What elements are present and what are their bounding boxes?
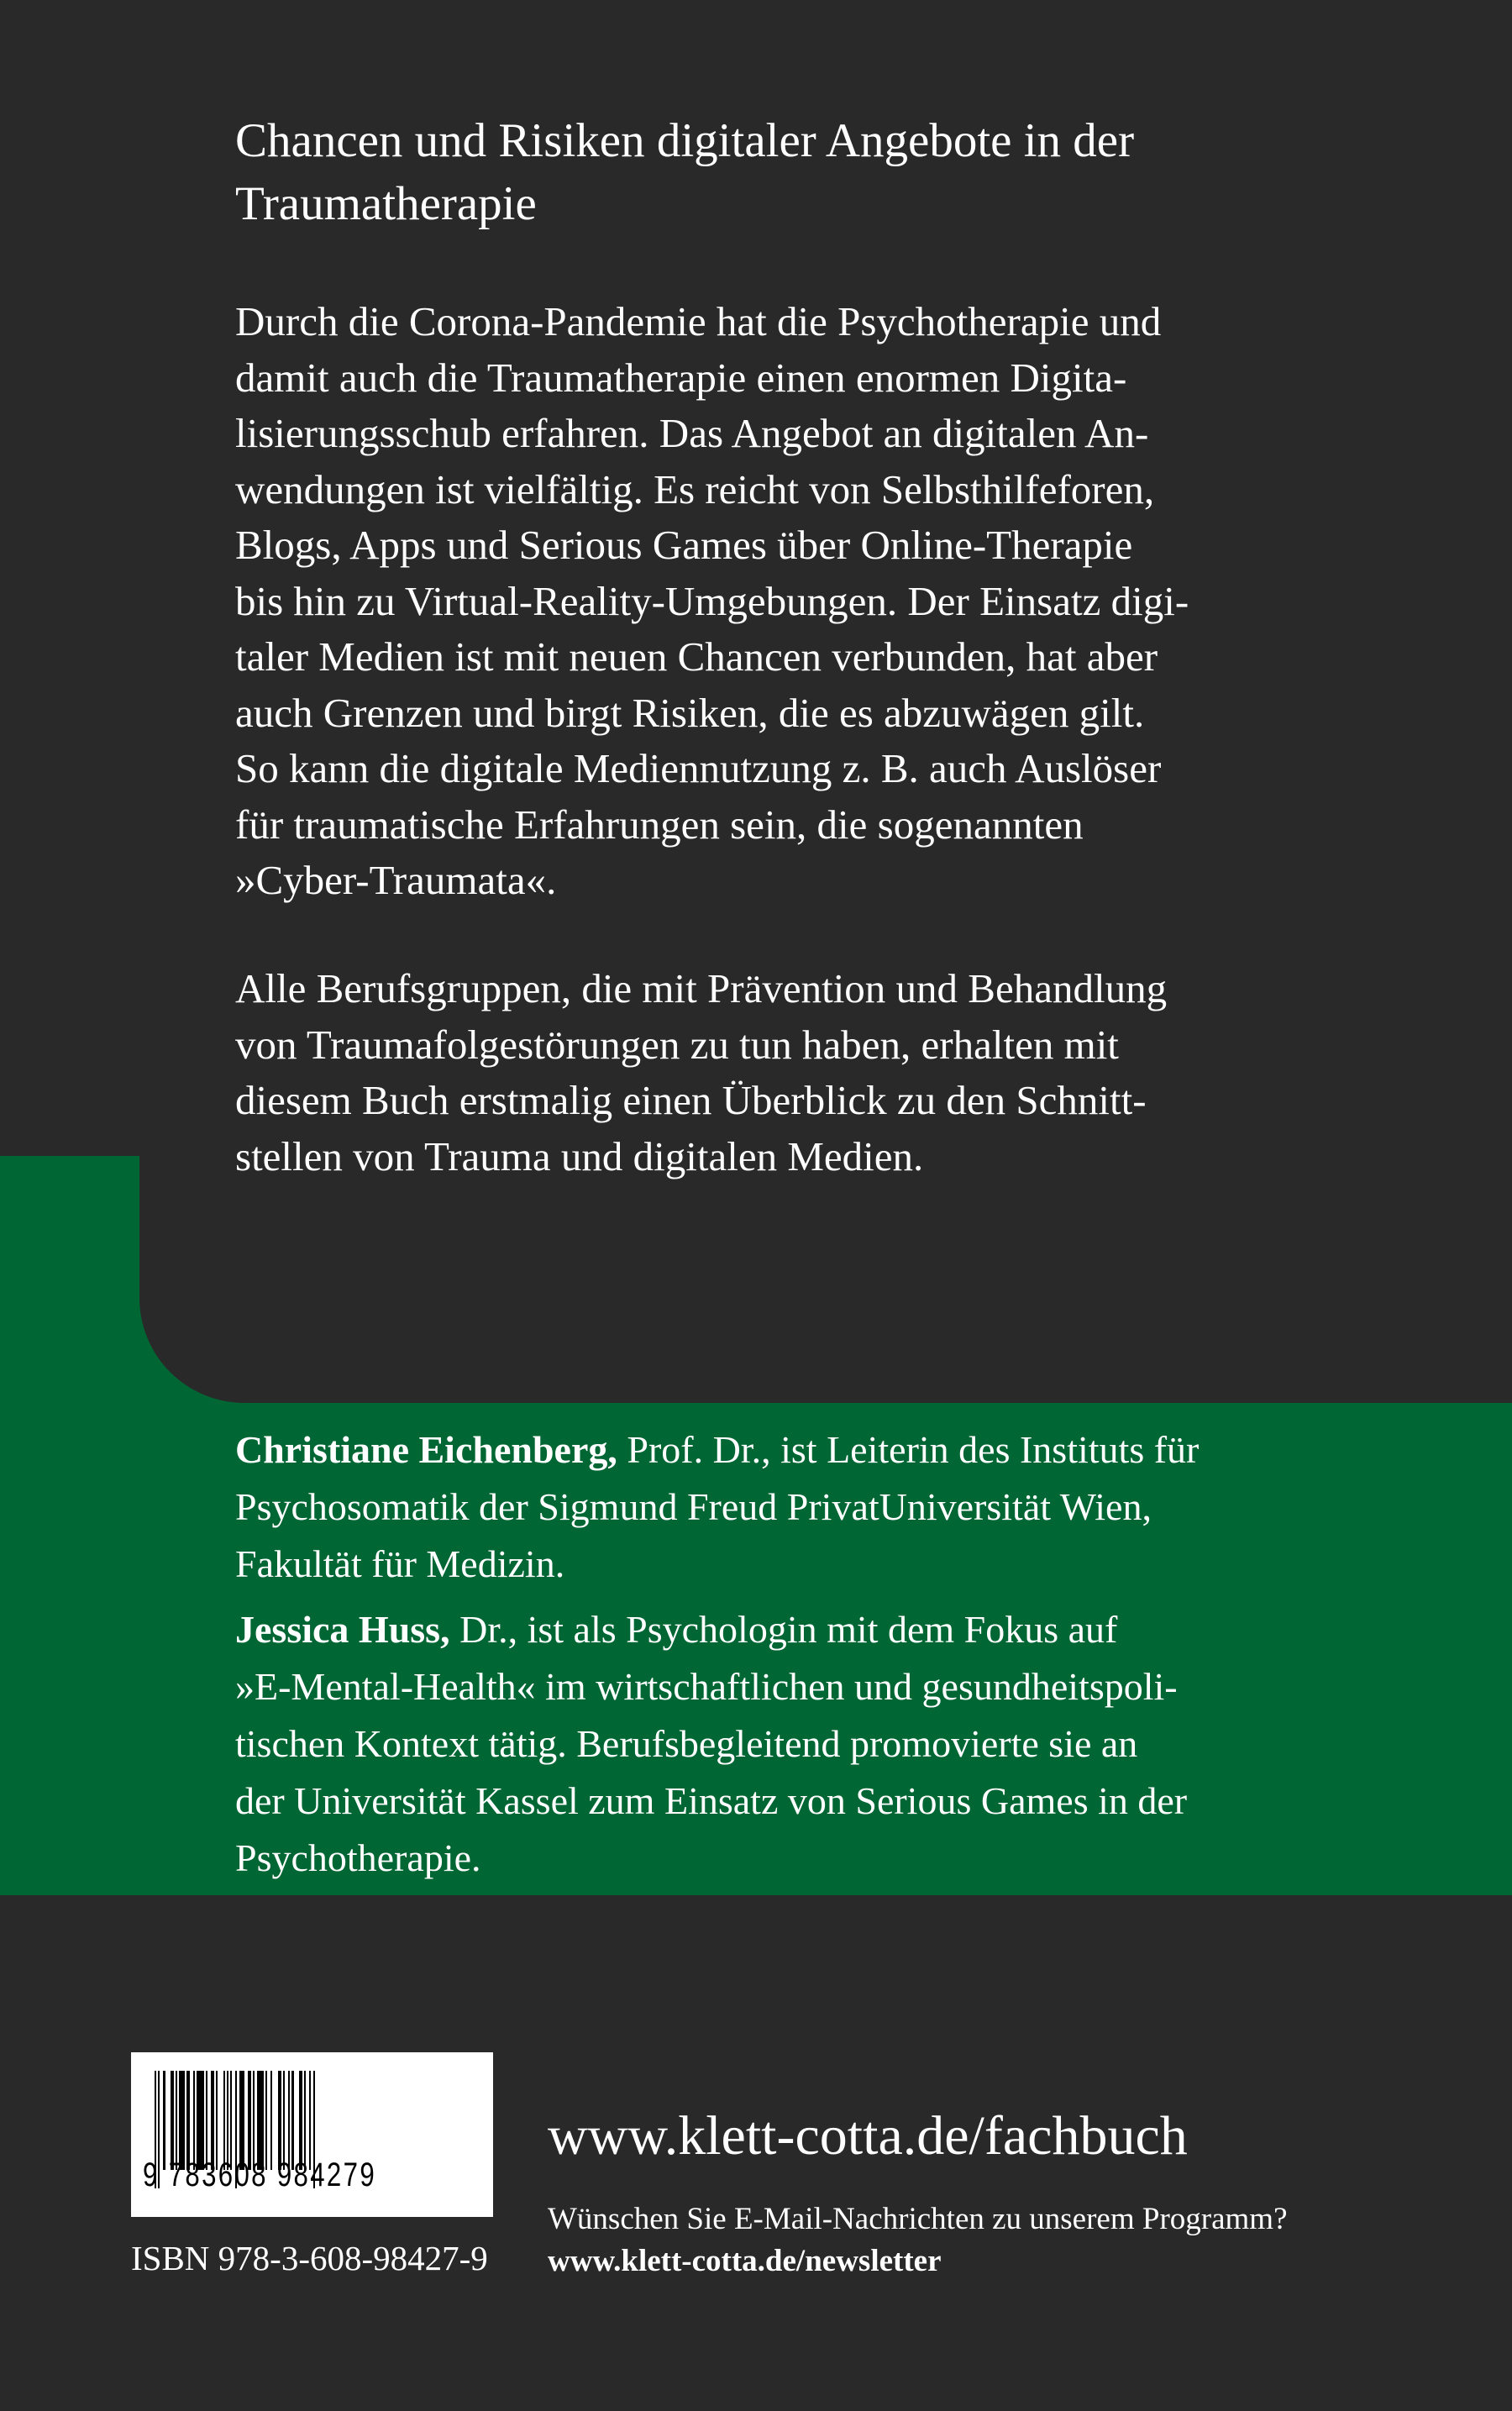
barcode-bar [257,2071,264,2170]
blurb-paragraph-2 [235,961,1167,1184]
bio-text: Fakultät für Medizin. [235,1542,565,1585]
website-link[interactable]: www.klett-cotta.de/fachbuch [548,2105,1188,2167]
text-line: wendungen ist vielfältig. Es reicht von Selbsthilfeforen, [235,465,1155,512]
text-line: stellen von Trauma und digitalen Medien. [235,1132,924,1179]
bio-line [235,1479,1199,1536]
isbn-number: ISBN 978-3-608-98427-9 [131,2239,488,2277]
author-bio [235,1601,1199,1887]
bio-line [235,1658,1199,1715]
text-line: So kann die digitale Mediennutzung z. B. auch Auslöser [235,745,1162,791]
title-line: Traumatherapie [235,177,537,230]
barcode-digits: 9 783608 984279 [143,2156,377,2193]
bio-text: tischen Kontext tätig. Berufsbegleitend promovierte sie an [235,1722,1138,1765]
bio-text: Psychosomatik der Sigmund Freud PrivatUniversität Wien, [235,1485,1152,1528]
bio-line [235,1773,1199,1830]
text-line: bis hin zu Virtual-Reality-Umgebungen. Der Einsatz digi- [235,577,1189,624]
text-line: Durch die Corona-Pandemie hat die Psychotherapie und [235,298,1162,344]
title-line: Chancen und Risiken digitaler Angebote in der [235,114,1135,167]
author-bio [235,1421,1199,1593]
text-line: diesem Buch erstmalig einen Überblick zu den Schnitt- [235,1077,1147,1123]
text-line: für traumatische Erfahrungen sein, die sogenannten [235,801,1084,848]
bio-text: Psychotherapie. [235,1836,481,1879]
text-line: lisierungsschub erfahren. Das Angebot an digitalen An- [235,410,1149,456]
text-line: Alle Berufsgruppen, die mit Prävention und Behandlung [235,965,1168,1011]
bio-line [235,1536,1199,1593]
barcode-bar [197,2071,203,2170]
newsletter-question: Wünschen Sie E-Mail-Nachrichten zu unserem Programm? [548,2202,1288,2236]
bio-text: der Universität Kassel zum Einsatz von Serious Games in der [235,1779,1188,1822]
author-bios [235,1421,1199,1895]
author-name: Jessica Huss, [235,1608,450,1651]
bio-text: »E-Mental-Health« im wirtschaftlichen und gesundheitspoli- [235,1665,1178,1708]
bio-line [235,1830,1199,1887]
author-name: Christiane Eichenberg, [235,1428,617,1471]
bio-text: Dr., ist als Psychologin mit dem Fokus auf [449,1608,1118,1651]
text-line: taler Medien ist mit neuen Chancen verbunden, hat aber [235,633,1158,680]
text-line: von Traumafolgestörungen zu tun haben, erhalten mit [235,1021,1119,1068]
text-line: damit auch die Traumatherapie einen enormen Digita- [235,354,1127,401]
text-line: »Cyber-Traumata«. [235,857,557,903]
blurb-paragraph-1 [235,294,1189,909]
bio-text: Prof. Dr., ist Leiterin des Instituts für [617,1428,1200,1471]
bio-line [235,1601,1199,1658]
newsletter-link[interactable]: www.klett-cotta.de/newsletter [548,2244,942,2278]
text-line: Blogs, Apps und Serious Games über Online-Therapie [235,522,1133,568]
text-line: auch Grenzen und birgt Risiken, die es abzuwägen gilt. [235,689,1145,736]
bio-line [235,1715,1199,1773]
blurb-title [235,109,1134,235]
bio-line [235,1421,1199,1479]
isbn-barcode [131,2052,493,2217]
